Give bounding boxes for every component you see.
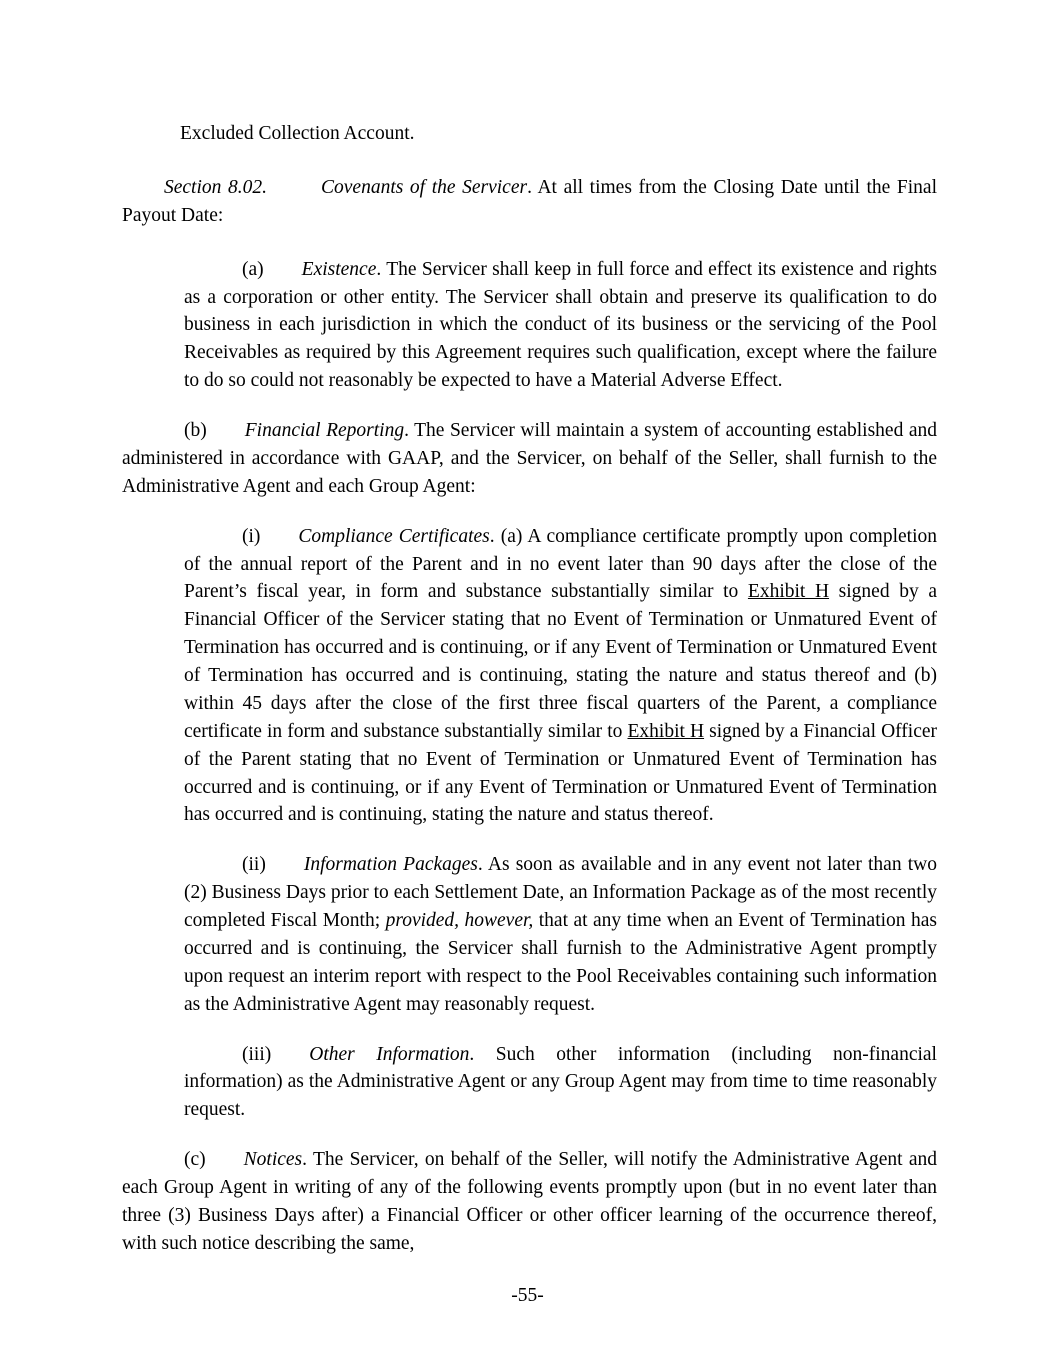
paragraph-continuation	[122, 120, 937, 148]
clause-marker-i: (i)	[242, 525, 261, 547]
paragraph-i-compliance-certificates	[184, 523, 937, 830]
clause-marker-a: (a)	[242, 258, 264, 280]
clause-marker-c: (c)	[184, 1149, 206, 1171]
page-number	[0, 1285, 1055, 1307]
clause-body-c: . The Servicer, on behalf of the Seller, will notify the Administrative Agent and each Group Agent in writing of any of the following events promptly upon (but in no event later than three (3) Business Days after) a Financial Officer or other officer learning of the occurrence thereof, with such notice describing the same,	[122, 1149, 937, 1254]
section-body-text: . At all times from the Closing Date until the Final Payout Date:	[122, 176, 937, 226]
clause-body-ii-part2: that at any time when an Event of Termination has occurred and is continuing, the Servicer shall furnish to the Administrative Agent promptly upon request an interim report with respect to the Pool Receivables containing such information as the Administrative Agent may reasonably request.	[184, 910, 937, 1015]
clause-marker-b: (b)	[184, 420, 207, 441]
paragraph-section-8-02	[122, 174, 937, 230]
paragraph-ii-information-packages	[184, 851, 937, 1018]
section-number-label: Section 8.02.	[164, 176, 267, 198]
clause-body-i-part2: signed by a Financial Officer of the Servicer stating that no Event of Termination or Unmatured Event of Termination has occurred and is continuing, or if any Event of Termination or Unmatured Event of Termination has occurred and is continuing, stating the nature and status thereof and (b) within 45 days after the close of the first three fiscal quarters of the Parent, a compliance certificate in form and substance substantially similar to	[184, 581, 937, 742]
exhibit-h-reference-2: Exhibit H	[627, 720, 705, 742]
clause-body-i-part1: . (a) A compliance certificate promptly upon completion of the annual report of the Parent and in no event later than 90 days after the close of the Parent’s fiscal year, in form and substance substantially similar to	[184, 525, 937, 603]
section-title: Covenants of the Servicer	[321, 176, 528, 198]
clause-body-ii-part1: . As soon as available and in any event not later than two (2) Business Days prior to each Settlement Date, an Information Package as of the most recently completed Fiscal Month;	[184, 854, 937, 931]
clause-title-other-information: Other Information	[309, 1043, 470, 1065]
page-number-label: -55-	[511, 1285, 544, 1306]
paragraph-c-notices	[122, 1146, 937, 1258]
clause-marker-iii: (iii)	[242, 1043, 272, 1065]
clause-body-iii: . Such other information (including non-financial information) as the Administrative Agent or any Group Agent may from time to time reasonably request.	[184, 1043, 937, 1121]
clause-title-financial-reporting: Financial Reporting	[244, 420, 405, 441]
clause-title-information-packages: Information Packages	[303, 854, 478, 876]
clause-body-b: . The Servicer will maintain a system of accounting established and administered in accordance with GAAP, and the Servicer, on behalf of the Seller, shall furnish to the Administrative Agent and each Group Agent:	[122, 420, 937, 497]
clause-title-notices: Notices	[243, 1149, 303, 1171]
exhibit-h-reference-1: Exhibit H	[747, 581, 830, 603]
paragraph-b-financial-reporting	[122, 417, 937, 501]
provided-however-phrase: provided, however,	[385, 910, 534, 931]
continuation-text: Excluded Collection Account.	[180, 123, 415, 144]
clause-title-existence: Existence	[301, 258, 377, 280]
paragraph-iii-other-information	[184, 1041, 937, 1125]
clause-title-compliance-certificates: Compliance Certificates	[298, 525, 490, 547]
clause-body-a: . The Servicer shall keep in full force and effect its existence and rights as a corporation or other entity. The Servicer shall obtain and preserve its qualification to do business in each jurisdiction in which the conduct of its business or the servicing of the Pool Receivables as required by this Agreement requires such qualification, except where the failure to do so could not reasonably be expected to have a Material Adverse Effect.	[184, 258, 937, 392]
paragraph-a-existence	[184, 256, 937, 395]
clause-body-i-part3: signed by a Financial Officer of the Parent stating that no Event of Termination or Unmatured Event of Termination has occurred and is continuing, or if any Event of Termination or Unmatured Event of Termination has occurred and is continuing, stating the nature and status thereof.	[184, 720, 938, 826]
clause-marker-ii: (ii)	[242, 854, 266, 876]
